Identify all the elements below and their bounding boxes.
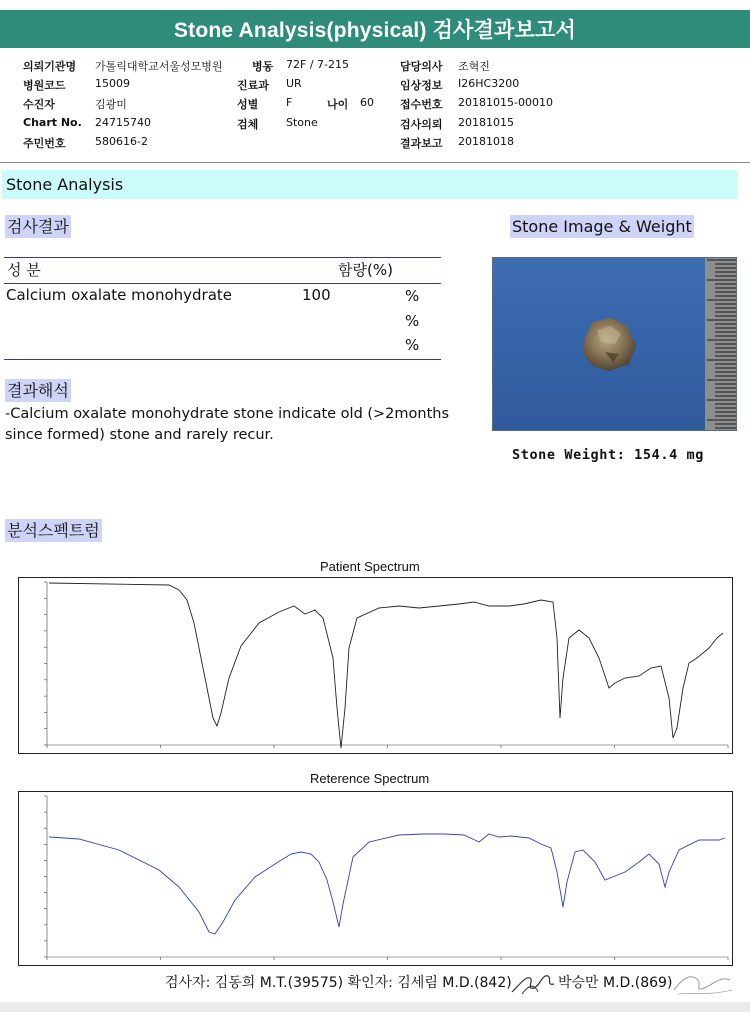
component-value: 100: [302, 286, 331, 304]
header-divider: [0, 162, 750, 163]
image-heading: Stone Image & Weight: [512, 217, 692, 236]
info-label: 결과보고: [400, 137, 443, 150]
info-value: 20181015: [458, 116, 514, 129]
component-name: Calcium oxalate monohydrate: [6, 286, 233, 304]
patient-spectrum-chart: [18, 577, 733, 754]
footer-band: [0, 1002, 750, 1012]
section-title: Stone Analysis: [2, 170, 738, 199]
signature-mark: [508, 966, 558, 998]
info-label: 임상정보: [400, 79, 443, 92]
info-value: 20181018: [458, 135, 514, 148]
spectrum-heading: 분석스펙트럼: [7, 521, 100, 540]
ward-value: 72F / 7-215: [286, 58, 349, 71]
info-label: 접수번호: [400, 98, 443, 111]
interpretation-heading: 결과해석: [7, 381, 69, 400]
info-label: 주민번호: [23, 137, 66, 150]
table-top-rule: [4, 257, 441, 258]
info-label: 담당의사: [400, 60, 443, 73]
component-unit: %: [405, 312, 420, 330]
table-bottom-rule: [4, 359, 441, 360]
info-label: 의뢰기관명: [23, 60, 77, 73]
specimen-value: Stone: [286, 116, 318, 129]
interpretation-text: -Calcium oxalate monohydrate stone indicate old (>2months since formed) stone and rarely recur.: [5, 406, 450, 443]
info-label: 검사의뢰: [400, 118, 443, 131]
component-unit: %: [405, 336, 420, 354]
dept-label: 진료과: [237, 79, 269, 92]
info-value: 24715740: [95, 116, 151, 129]
age-label: 나이: [327, 98, 349, 111]
signature-line: 검사자: 김동희 M.T.(39575) 확인자: 김세림 M.D.(842): [165, 975, 512, 991]
stone-photo: [492, 257, 737, 431]
ward-label: 병동: [252, 60, 274, 73]
dept-value: UR: [286, 77, 302, 90]
info-value: 20181015-00010: [458, 96, 553, 109]
specimen-label: 검체: [237, 118, 259, 131]
signature-line-2: 박승만 M.D.(869): [558, 975, 673, 991]
info-value: 조혁진: [458, 60, 490, 73]
info-label: 수진자: [23, 98, 55, 111]
info-value: I26HC3200: [458, 77, 520, 90]
column-header-content: 함량(%): [338, 261, 393, 279]
age-value: 60: [360, 96, 374, 109]
component-unit: %: [405, 287, 420, 305]
stone-weight: Stone Weight: 154.4 mg: [512, 447, 705, 463]
info-label: Chart No.: [23, 116, 82, 129]
report-title: Stone Analysis(physical) 검사결과보고서: [0, 10, 750, 48]
column-header-component: 성 분: [7, 261, 41, 279]
reference-spectrum-chart: [18, 791, 733, 966]
signature-mark-2: [668, 966, 738, 1000]
results-heading: 검사결과: [7, 217, 69, 236]
reference-spectrum-title: Reterence Spectrum: [310, 771, 430, 786]
sex-value: F: [286, 96, 293, 109]
table-header-rule: [4, 283, 441, 284]
info-value: 15009: [95, 77, 130, 90]
info-value: 580616-2: [95, 135, 148, 148]
info-label: 병원코드: [23, 79, 66, 92]
info-value: 김광미: [95, 98, 127, 111]
patient-spectrum-title: Patient Spectrum: [320, 559, 420, 574]
info-value: 가톨릭대학교서울성모병원: [95, 60, 223, 73]
sex-label: 성별: [237, 98, 259, 111]
